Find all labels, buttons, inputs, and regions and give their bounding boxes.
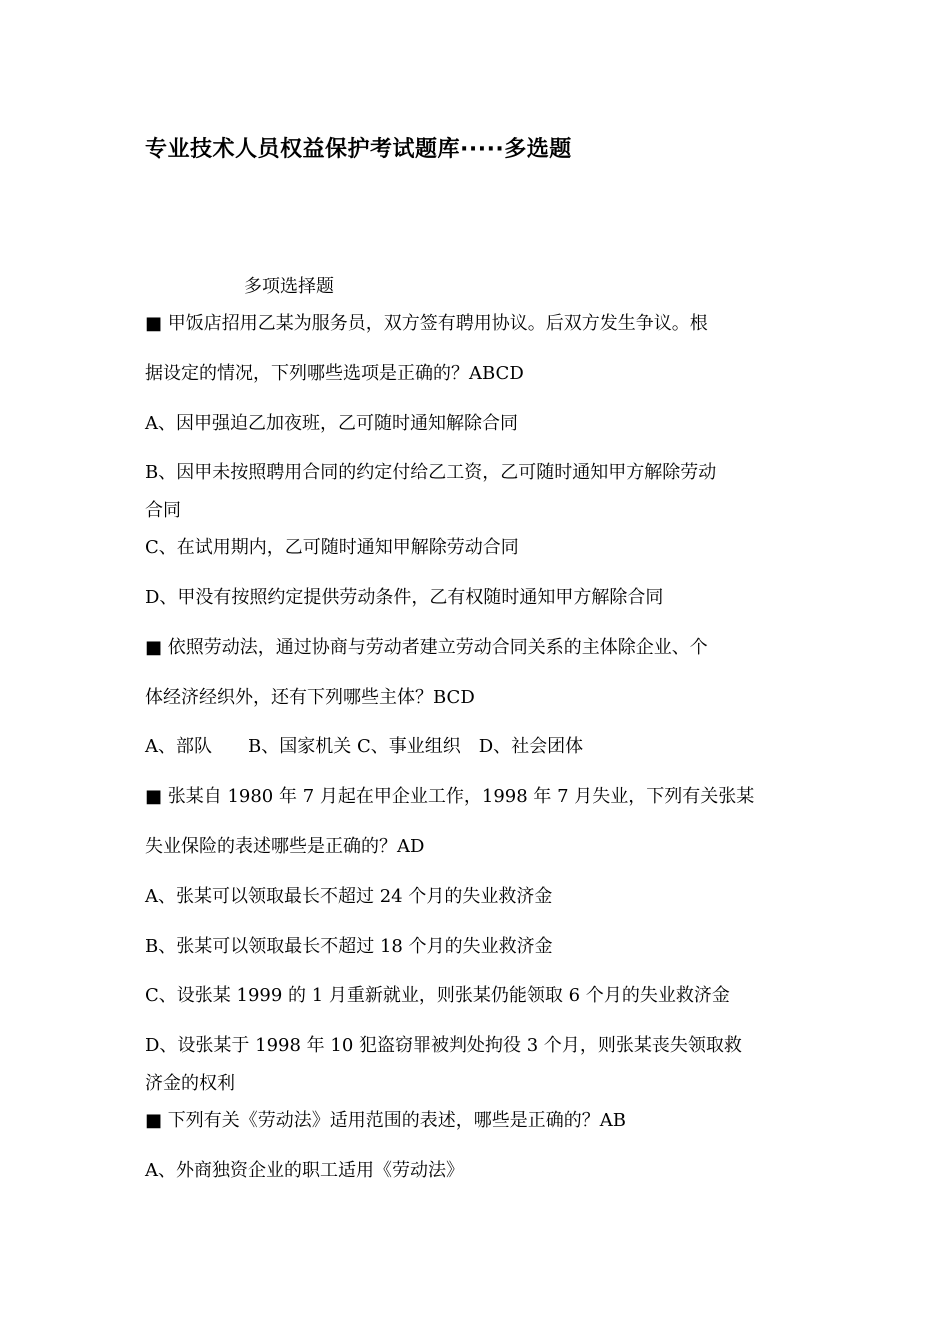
question-1-line-1: ■ 甲饭店招用乙某为服务员，双方签有聘用协议。后双方发生争议。根 (145, 313, 708, 334)
question-3-line-1: ■ 张某自 1980 年 7 月起在甲企业工作，1998 年 7 月失业，下列有关张某 (145, 786, 755, 807)
question-2-line-2: 体经济经织外，还有下列哪些主体？BCD (145, 687, 475, 708)
question-3-option-c: C、设张某 1999 的 1 月重新就业，则张某仍能领取 6 个月的失业救济金 (145, 985, 730, 1006)
question-1-option-b-line-2: 合同 (145, 500, 181, 521)
question-1-option-c: C、在试用期内，乙可随时通知甲解除劳动合同 (145, 537, 519, 558)
question-3-line-2: 失业保险的表述哪些是正确的？AD (145, 836, 425, 857)
question-3-option-d-line-2: 济金的权利 (145, 1073, 235, 1094)
question-3-option-a: A、张某可以领取最长不超过 24 个月的失业救济金 (145, 886, 553, 907)
question-3-option-b: B、张某可以领取最长不超过 18 个月的失业救济金 (145, 936, 553, 957)
question-4-line-1: ■ 下列有关《劳动法》适用范围的表述，哪些是正确的？AB (145, 1110, 626, 1131)
question-3-option-d-line-1: D、设张某于 1998 年 10 犯盗窃罪被判处拘役 3 个月，则张某丧失领取救 (145, 1035, 742, 1056)
question-4-option-a: A、外商独资企业的职工适用《劳动法》 (145, 1160, 464, 1181)
question-1-option-a: A、因甲强迫乙加夜班，乙可随时通知解除合同 (145, 413, 518, 434)
question-1-line-2: 据设定的情况，下列哪些选项是正确的？ABCD (145, 363, 524, 384)
question-2-options: A、部队 B、国家机关 C、事业组织 D、社会团体 (145, 736, 584, 757)
question-2-line-1: ■ 依照劳动法，通过协商与劳动者建立劳动合同关系的主体除企业、个 (145, 637, 708, 658)
section-heading: 多项选择题 (244, 276, 334, 297)
question-1-option-b-line-1: B、因甲未按照聘用合同的约定付给乙工资，乙可随时通知甲方解除劳动 (145, 462, 717, 483)
question-1-option-d: D、甲没有按照约定提供劳动条件，乙有权随时通知甲方解除合同 (145, 587, 664, 608)
document-title: 专业技术人员权益保护考试题库·····多选题 (145, 137, 572, 162)
